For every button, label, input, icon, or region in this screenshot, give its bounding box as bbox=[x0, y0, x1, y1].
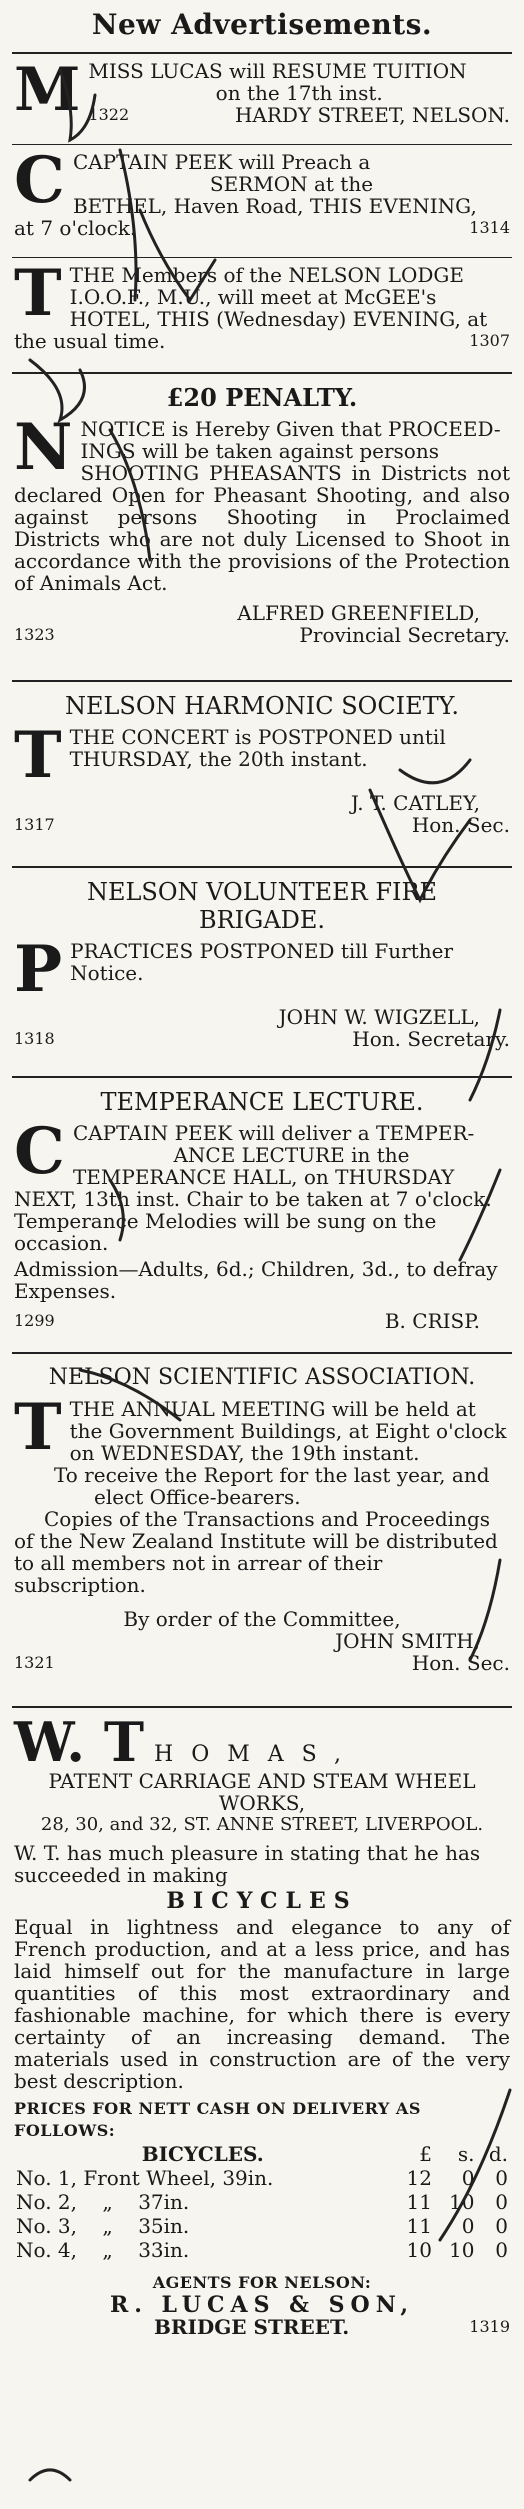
agent-street: BRIDGE STREET. bbox=[154, 2315, 350, 2339]
ad-line: By order of the Committee, bbox=[123, 1607, 401, 1631]
table-row bbox=[14, 2166, 510, 2190]
signature-name: ALFRED GREENFIELD, bbox=[237, 601, 480, 625]
ad-footer bbox=[88, 104, 510, 126]
ad-footer bbox=[14, 1028, 510, 1050]
ad-number: 1323 bbox=[14, 625, 55, 644]
price-table bbox=[14, 2142, 510, 2262]
table-header: BICYCLES. bbox=[141, 2142, 264, 2166]
ad-admission: Admission—Adults, 6d.; Children, 3d., to defray Expenses. bbox=[14, 1257, 498, 1303]
ad-number: 1322 bbox=[88, 105, 130, 124]
ad-intro: W. T. has much pleasure in stating that he has succeeded in making bbox=[14, 1841, 481, 1887]
row-shillings: 10 bbox=[449, 2190, 475, 2214]
ad-number: 1317 bbox=[14, 815, 55, 834]
ad-line: THURSDAY, the 20th instant. bbox=[69, 747, 368, 771]
currency-pence: d. bbox=[488, 2142, 508, 2166]
row-label: No. 2, „ 37in. bbox=[16, 2190, 190, 2214]
ad-line: the Government Buildings, at Eight o'clock bbox=[69, 1419, 507, 1443]
drop-cap: N bbox=[14, 410, 73, 485]
drop-cap: M bbox=[14, 55, 81, 125]
signature-role: Provincial Secretary. bbox=[299, 623, 510, 647]
ad-line: SERMON at the bbox=[209, 172, 374, 196]
ad-line: NEXT, 13th inst. Chair to be taken at 7 o'clock. bbox=[14, 1187, 492, 1211]
ad-number: 1319 bbox=[469, 2317, 510, 2336]
ad-fire-brigade bbox=[12, 868, 512, 1076]
table-header-row bbox=[14, 2142, 510, 2166]
ad-title: BRIGADE. bbox=[198, 906, 326, 934]
ad-address: HARDY STREET, NELSON. bbox=[234, 103, 510, 127]
ad-footer bbox=[14, 217, 510, 239]
ad-line: THE CONCERT is POSTPONED until bbox=[69, 725, 446, 749]
ad-line: BETHEL, Haven Road, THIS EVENING, bbox=[72, 194, 477, 218]
ad-body: Equal in lightness and elegance to any of French production, and at a less price, and has laid himself out for the manufacture in large quantities of this most extraordinary and fashionable machine, for which there is every certainty of an increasing demand. The materials used in construction are of the very best description. bbox=[14, 1915, 510, 2093]
ad-line: TEMPERANCE HALL, on THURSDAY bbox=[72, 1165, 455, 1189]
row-pounds: 10 bbox=[406, 2238, 432, 2262]
ad-temperance-lecture bbox=[12, 1078, 512, 1352]
ad-line: on WEDNESDAY, the 19th instant. bbox=[69, 1441, 420, 1465]
ad-title: NELSON VOLUNTEER FIRE bbox=[86, 878, 438, 906]
ad-subtitle: PATENT CARRIAGE AND STEAM WHEEL bbox=[48, 1769, 476, 1793]
ad-title bbox=[14, 1710, 510, 1774]
ad-subtitle: WORKS, bbox=[218, 1791, 306, 1815]
ad-title: £20 PENALTY. bbox=[166, 383, 358, 412]
ad-title: NELSON SCIENTIFIC ASSOCIATION. bbox=[48, 1365, 476, 1390]
signature-name: JOHN SMITH, bbox=[335, 1629, 480, 1653]
drop-cap: T bbox=[14, 718, 62, 793]
signature-name: B. CRISP. bbox=[384, 1309, 480, 1333]
ad-line: INGS will be taken against persons bbox=[80, 439, 439, 463]
currency-shillings: s. bbox=[457, 2142, 475, 2166]
row-label: No. 3, „ 35in. bbox=[16, 2214, 190, 2238]
ad-harmonic-society bbox=[12, 682, 512, 866]
ad-line: I.O.O.F., M.U., will meet at McGEE's bbox=[69, 285, 437, 309]
signature-name: J. T. CATLEY, bbox=[350, 791, 480, 815]
ad-number: 1314 bbox=[469, 218, 510, 237]
row-shillings: 0 bbox=[461, 2214, 475, 2238]
row-pence: 0 bbox=[495, 2214, 508, 2238]
ad-line: Notice. bbox=[70, 961, 144, 985]
ad-line: elect Office-bearers. bbox=[94, 1485, 301, 1509]
ad-line: THE ANNUAL MEETING will be held at bbox=[69, 1397, 476, 1421]
ad-footer bbox=[14, 624, 510, 646]
ad-title: TEMPERANCE LECTURE. bbox=[100, 1088, 424, 1116]
ad-number: 1307 bbox=[469, 331, 510, 350]
table-row bbox=[14, 2238, 510, 2262]
ad-line: on the 17th inst. bbox=[215, 81, 383, 105]
currency-pounds: £ bbox=[419, 2142, 432, 2166]
ad-line: PRACTICES POSTPONED till Further bbox=[70, 939, 454, 963]
ad-title-large: W. T bbox=[14, 1710, 145, 1774]
ad-footer bbox=[14, 330, 510, 352]
advertisement-column bbox=[12, 0, 512, 2339]
row-pence: 0 bbox=[495, 2166, 508, 2190]
drop-cap: C bbox=[14, 1114, 65, 1189]
ad-address: 28, 30, and 32, ST. ANNE STREET, LIVERPOOL. bbox=[40, 1814, 484, 1835]
ad-number: 1321 bbox=[14, 1653, 55, 1672]
ad-line: CAPTAIN PEEK will Preach a bbox=[72, 150, 371, 174]
ad-footer bbox=[14, 2316, 510, 2338]
row-pence: 0 bbox=[495, 2238, 508, 2262]
ad-thomas-bicycles bbox=[12, 1708, 512, 2339]
signature-role: Hon. Sec. bbox=[411, 1651, 510, 1675]
row-shillings: 0 bbox=[461, 2166, 475, 2190]
ad-number: 1318 bbox=[14, 1029, 55, 1048]
row-pounds: 11 bbox=[406, 2214, 432, 2238]
row-label: No. 1, Front Wheel, 39in. bbox=[16, 2166, 274, 2190]
ad-line: To receive the Report for the last year, and bbox=[54, 1463, 490, 1487]
ad-prices-heading: PRICES FOR NETT CASH ON DELIVERY AS FOLLOWS: bbox=[14, 2099, 421, 2140]
signature-name: JOHN W. WIGZELL, bbox=[278, 1005, 480, 1029]
row-pounds: 11 bbox=[406, 2190, 432, 2214]
table-row bbox=[14, 2214, 510, 2238]
ad-body: SHOOTING PHEASANTS in Districts not declared Open for Pheasant Shooting, and also against persons Shooting in Proclaimed Districts who are not duly Licensed to Shoot in accordance with the provisions of the Protection of Animals Act. bbox=[14, 461, 510, 595]
ad-number: 1299 bbox=[14, 1311, 55, 1330]
ad-lucas-tuition bbox=[12, 54, 512, 144]
ad-line: Temperance Melodies will be sung on the occasion. bbox=[14, 1209, 437, 1255]
ad-line: NOTICE is Hereby Given that PROCEED- bbox=[80, 417, 501, 441]
ad-line: the usual time. bbox=[14, 329, 166, 353]
ad-line: THE Members of the NELSON LODGE bbox=[69, 263, 464, 287]
row-shillings: 10 bbox=[449, 2238, 475, 2262]
row-label: No. 4, „ 33in. bbox=[16, 2238, 190, 2262]
ad-scientific-association bbox=[12, 1354, 512, 1706]
ad-footer bbox=[14, 1310, 510, 1332]
drop-cap: T bbox=[14, 256, 62, 331]
ad-line: ANCE LECTURE in the bbox=[173, 1143, 410, 1167]
table-row bbox=[14, 2190, 510, 2214]
signature-role: Hon. Secretary. bbox=[352, 1027, 510, 1051]
ad-peek-sermon bbox=[12, 145, 512, 257]
drop-cap: T bbox=[14, 1390, 62, 1465]
ad-footer bbox=[14, 814, 510, 836]
ad-title-rest: HOMAS, bbox=[154, 1742, 359, 1767]
ad-line: at 7 o'clock. bbox=[14, 216, 137, 240]
drop-cap: C bbox=[14, 143, 65, 218]
ad-footer bbox=[14, 1652, 510, 1674]
drop-cap: P bbox=[14, 932, 63, 1007]
agent-firm: R. LUCAS & SON, bbox=[109, 2292, 415, 2318]
ad-pheasant-penalty bbox=[12, 374, 512, 680]
row-pence: 0 bbox=[495, 2190, 508, 2214]
row-pounds: 12 bbox=[406, 2166, 432, 2190]
ad-heading: BICYCLES bbox=[166, 1888, 358, 1914]
pencil-mark bbox=[30, 2470, 70, 2480]
ad-title: NELSON HARMONIC SOCIETY. bbox=[64, 692, 460, 720]
signature-role: Hon. Sec. bbox=[411, 813, 510, 837]
agents-heading: AGENTS FOR NELSON: bbox=[152, 2273, 372, 2292]
ad-line: HOTEL, THIS (Wednesday) EVENING, at bbox=[69, 307, 488, 331]
ad-body: Copies of the Transactions and Proceedings of the New Zealand Institute will be distributed to all members not in arrear of their subscription. bbox=[14, 1507, 498, 1597]
ad-line: CAPTAIN PEEK will deliver a TEMPER- bbox=[72, 1121, 475, 1145]
ad-line: MISS LUCAS will RESUME TUITION bbox=[88, 59, 467, 83]
ad-nelson-lodge bbox=[12, 258, 512, 372]
column-heading: New Advertisements. bbox=[91, 8, 433, 41]
